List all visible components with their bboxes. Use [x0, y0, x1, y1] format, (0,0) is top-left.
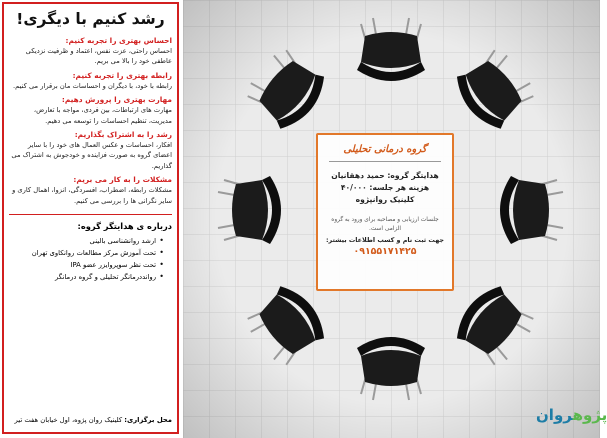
logo-main: روان	[536, 406, 573, 424]
section-title: مشکلات را به کار می بریم:	[73, 175, 172, 185]
section-body: افکار، احساسات و عکس العمال های خود را با سایر اعضای گروه به صورت فزاینده و خودجوش به اشتراک می گذاریم.	[11, 141, 172, 170]
section-2	[9, 71, 172, 91]
section-body: رابطه با خود، با دیگران و احساسات مان برقرار می کنیم.	[13, 81, 172, 90]
list-item: • تحت نظر سوپروایزر عضو IPA	[9, 259, 164, 271]
info-note: جلسات ارزیابی و مصاحبه برای ورود به گروه الزامی است.	[331, 217, 439, 232]
info-box	[316, 133, 454, 291]
headline: رشد کنیم با دیگری!	[16, 10, 165, 28]
section-5	[9, 175, 172, 206]
section-title: احساس بهتری را تجربه کنیم:	[65, 36, 172, 45]
logo-accent: پژوه	[572, 406, 607, 424]
section-body: احساس راحتی، عزت نفس، اعتماد و ظرفیت نزدیکی عاطفی خود را بالا می بریم.	[25, 47, 172, 66]
list-item: • تحت آموزش مرکز مطالعات روانکاوی تهران	[9, 247, 164, 259]
venue-label: محل برگزاری:	[124, 416, 172, 424]
section-4	[9, 130, 172, 171]
list-item: • روانددرمانگر تحلیلی و گروه درمانگر	[9, 271, 164, 283]
section-title: رابطه بهتری را تجربه کنیم:	[72, 70, 172, 80]
section-title: رشد را به اشتراک بگذاریم:	[74, 130, 172, 140]
section-body: مهارت های ارتباطات، بین فردی، مواجه با تعارض، مدیریت، تنظیم احساسات را توسعه می دهیم.	[33, 106, 172, 125]
divider	[329, 161, 441, 162]
text-panel	[2, 2, 179, 434]
venue-value: کلینیک روان پژوه، اول خیابان هفت تیر	[14, 416, 123, 424]
info-title: گروه درمانی تحلیلی	[343, 144, 427, 155]
phone-number: ۰۹۱۵۵۱۷۱۴۲۵	[353, 246, 417, 257]
info-lead: هدایتگر گروه: حمید دهقانیان	[331, 171, 439, 180]
section-3	[9, 95, 172, 126]
venue	[15, 416, 172, 424]
logo	[536, 406, 607, 424]
info-cta: جهت ثبت نام و کسب اطلاعات بیشتر:	[325, 236, 445, 244]
about-title: درباره ی هدایتگر گروه:	[77, 221, 172, 232]
info-clinic: کلینیک روانپژوه	[355, 195, 415, 204]
about-list	[9, 235, 164, 283]
section-title: مهارت بهتری را پرورش دهیم:	[61, 95, 172, 105]
section-1	[9, 36, 172, 67]
divider	[9, 214, 172, 215]
list-item: • ارشد روانشناسی بالینی	[9, 235, 164, 247]
info-fee: هزینه هر جلسه: ۴۰/۰۰۰	[340, 183, 430, 192]
section-body: مشکلات رابطه، اضطراب، افسردگی، انزوا، اهمال کاری و سایر نگرانی ها را بررسی می کنیم.	[12, 186, 172, 205]
